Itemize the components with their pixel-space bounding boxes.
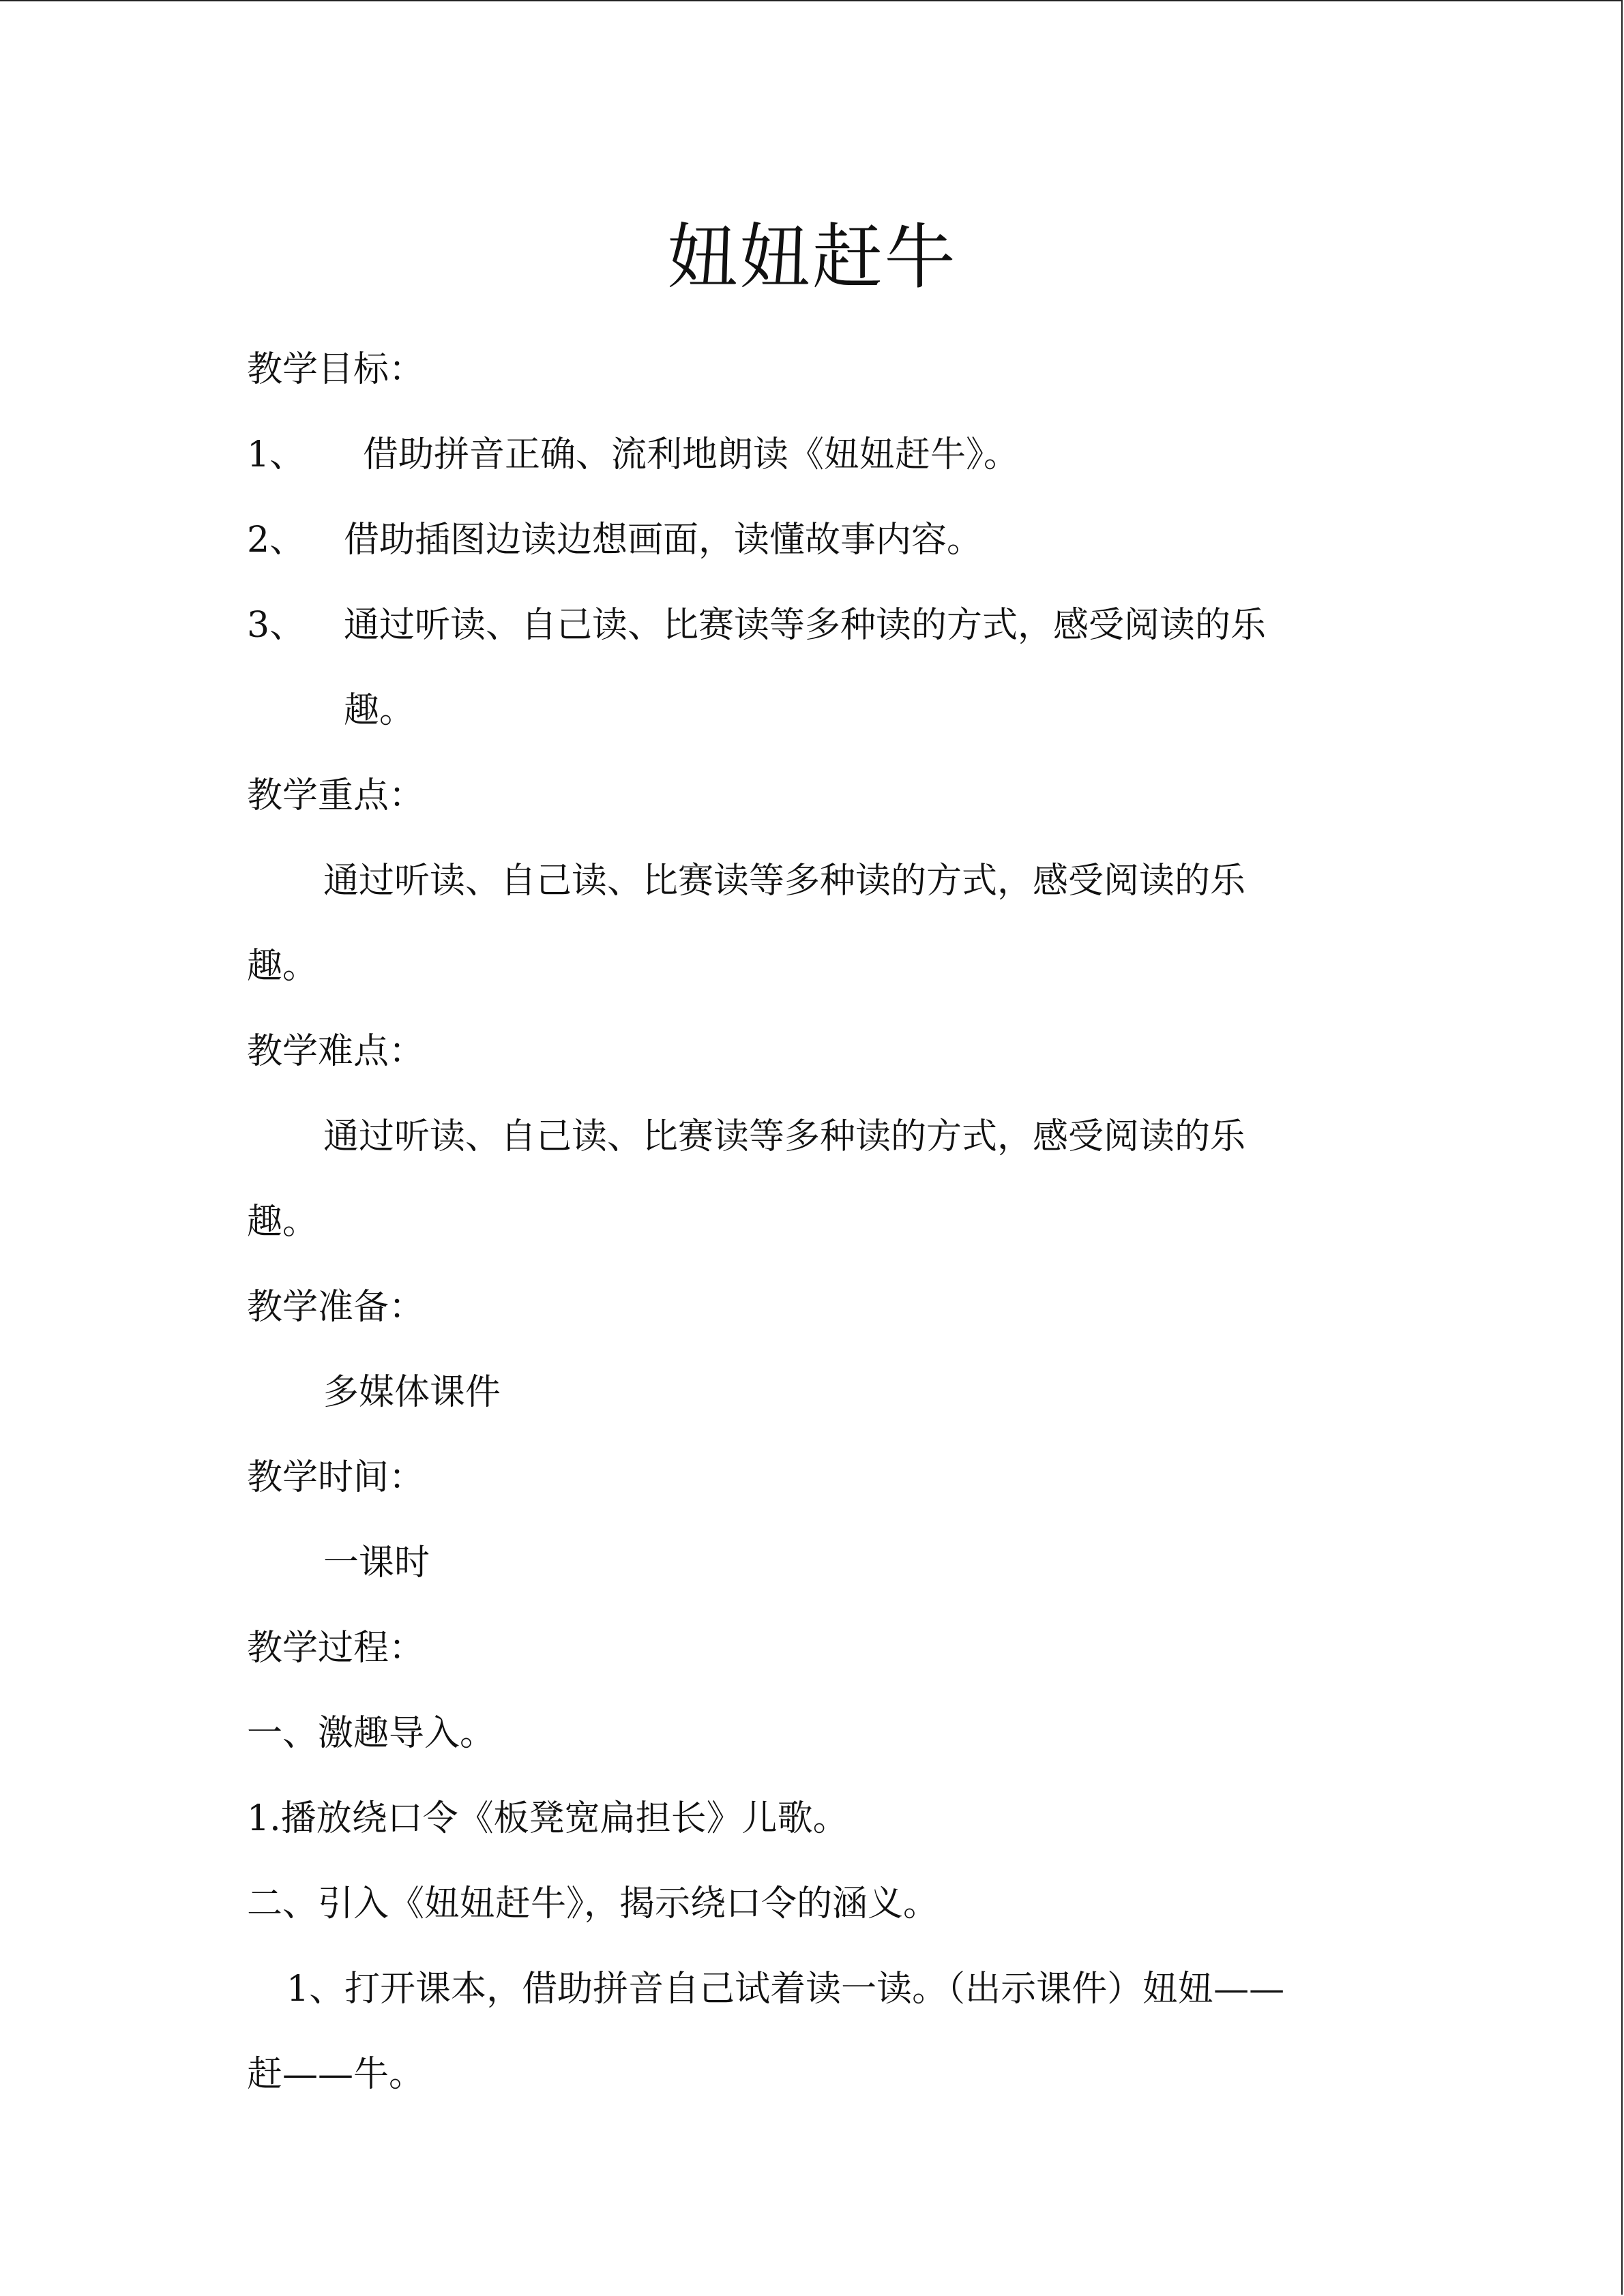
difficulties-line-1: 通过听读、自己读、比赛读等多种读的方式，感受阅读的乐: [323, 1116, 1246, 1157]
process-section-2-title: 二、引入《妞妞赶牛》，揭示绕口令的涵义。: [247, 1883, 939, 1924]
process-section-2-item-1-line-2: 赶——牛。: [247, 2054, 425, 2095]
objective-item-3-continuation: 趣。: [344, 690, 415, 731]
process-section-2-item-1-line-1: 1、打开课本，借助拼音自己试着读一读。（出示课件）妞妞——: [286, 1969, 1285, 2010]
objective-item-2-text: 借助插图边读边想画面，读懂故事内容。: [344, 520, 983, 561]
time-heading: 教学时间：: [247, 1457, 425, 1498]
process-section-1-title: 一、激趣导入。: [247, 1713, 496, 1754]
key-points-heading: 教学重点：: [247, 775, 425, 816]
process-heading: 教学过程：: [247, 1628, 425, 1669]
objective-item-2: [247, 516, 982, 564]
difficulties-heading: 教学难点：: [247, 1031, 425, 1072]
key-points-line-1: 通过听读、自己读、比赛读等多种读的方式，感受阅读的乐: [323, 861, 1246, 901]
objectives-heading: 教学目标：: [247, 349, 425, 390]
key-points-line-2: 趣。: [247, 946, 319, 987]
objective-item-1: [247, 431, 1019, 479]
document-title: 妞妞赶牛: [667, 215, 957, 299]
objective-item-1-number: 1、: [247, 434, 306, 475]
objective-item-3: [247, 601, 1266, 649]
objective-item-2-number: 2、: [247, 520, 306, 561]
objective-item-3-text: 通过听读、自己读、比赛读等多种读的方式，感受阅读的乐: [344, 605, 1267, 646]
objective-item-3-number: 3、: [247, 605, 306, 646]
time-text: 一课时: [323, 1542, 430, 1583]
objective-item-1-text: 借助拼音正确、流利地朗读《妞妞赶牛》。: [363, 434, 1020, 475]
preparation-text: 多媒体课件: [323, 1372, 501, 1413]
process-section-1-item-1: 1.播放绕口令《板凳宽扁担长》儿歌。: [247, 1798, 848, 1839]
difficulties-line-2: 趣。: [247, 1202, 319, 1242]
preparation-heading: 教学准备：: [247, 1287, 425, 1328]
